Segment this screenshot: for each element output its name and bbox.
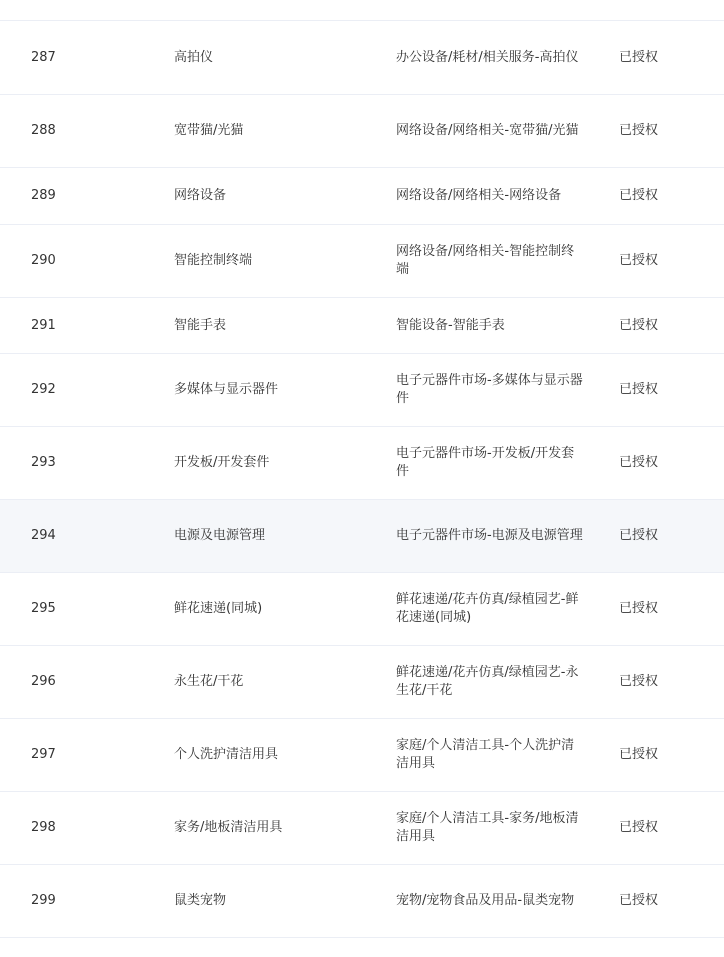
row-category-name: 宽带猫/光猫	[174, 123, 244, 138]
row-status: 已授权	[619, 188, 659, 203]
row-category-name: 鲜花速递(同城)	[174, 601, 263, 616]
row-category-path: 鲜花速递/花卉仿真/绿植园艺-鲜花速递(同城)	[396, 592, 579, 625]
row-id: 295	[31, 601, 56, 616]
row-category-path: 家庭/个人清洁工具-家务/地板清洁用具	[396, 811, 579, 844]
row-category-name: 个人洗护清洁用具	[174, 747, 279, 762]
row-category-path: 鲜花速递/花卉仿真/绿植园艺-永生花/干花	[396, 665, 579, 698]
row-id: 290	[31, 253, 56, 268]
row-status: 已授权	[619, 820, 659, 835]
row-category-name: 多媒体与显示器件	[174, 382, 279, 397]
row-category-name: 网络设备	[174, 188, 227, 203]
row-category-path: 智能设备-智能手表	[396, 317, 505, 333]
table-row-hovered[interactable]	[0, 500, 724, 573]
table-row[interactable]	[0, 225, 724, 298]
row-category-path: 网络设备/网络相关-网络设备	[396, 188, 562, 203]
table-row[interactable]	[0, 646, 724, 719]
table-row[interactable]	[0, 865, 724, 938]
row-category-name: 开发板/开发套件	[174, 455, 270, 470]
row-status: 已授权	[619, 317, 659, 333]
table-row[interactable]	[0, 354, 724, 427]
table-row[interactable]	[0, 168, 724, 225]
row-status: 已授权	[619, 893, 659, 908]
row-status: 已授权	[619, 49, 659, 65]
row-category-path: 电子元器件市场-开发板/开发套件	[396, 446, 575, 479]
row-category-name: 永生花/干花	[174, 674, 244, 689]
row-category-path: 家庭/个人清洁工具-个人洗护清洁用具	[396, 738, 575, 771]
row-id: 297	[31, 747, 56, 762]
row-category-path: 电子元器件市场-电源及电源管理	[396, 528, 583, 543]
row-status: 已授权	[619, 253, 659, 268]
table-row[interactable]	[0, 298, 724, 354]
row-status: 已授权	[619, 528, 659, 543]
row-status: 已授权	[619, 455, 659, 470]
row-category-name: 家务/地板清洁用具	[174, 820, 283, 835]
row-category-path: 电子元器件市场-多媒体与显示器件	[396, 373, 583, 406]
table-row[interactable]	[0, 792, 724, 865]
category-authorization-table	[0, 20, 724, 938]
row-id: 288	[31, 123, 56, 138]
row-category-path: 网络设备/网络相关-宽带猫/光猫	[396, 123, 579, 138]
row-id: 298	[31, 820, 56, 835]
row-category-name: 电源及电源管理	[174, 528, 266, 543]
row-id: 296	[31, 674, 56, 689]
table-row[interactable]	[0, 427, 724, 500]
row-id: 289	[31, 188, 56, 203]
table-row[interactable]	[0, 95, 724, 168]
row-category-name: 鼠类宠物	[174, 893, 227, 908]
row-status: 已授权	[619, 123, 659, 138]
row-id: 287	[31, 49, 56, 65]
row-id: 293	[31, 455, 56, 470]
row-category-path: 宠物/宠物食品及用品-鼠类宠物	[396, 893, 575, 908]
row-id: 292	[31, 382, 56, 397]
table-row[interactable]	[0, 21, 724, 95]
row-category-name: 智能控制终端	[174, 253, 253, 268]
row-category-path: 网络设备/网络相关-智能控制终端	[396, 244, 575, 277]
table-row[interactable]	[0, 573, 724, 646]
row-category-name: 智能手表	[174, 317, 227, 333]
row-category-name: 高拍仪	[174, 49, 214, 65]
row-status: 已授权	[619, 601, 659, 616]
row-category-path: 办公设备/耗材/相关服务-高拍仪	[396, 49, 579, 65]
row-status: 已授权	[619, 747, 659, 762]
row-id: 294	[31, 528, 56, 543]
row-id: 299	[31, 893, 56, 908]
row-status: 已授权	[619, 382, 659, 397]
table-row[interactable]	[0, 719, 724, 792]
row-id: 291	[31, 317, 56, 333]
row-status: 已授权	[619, 674, 659, 689]
